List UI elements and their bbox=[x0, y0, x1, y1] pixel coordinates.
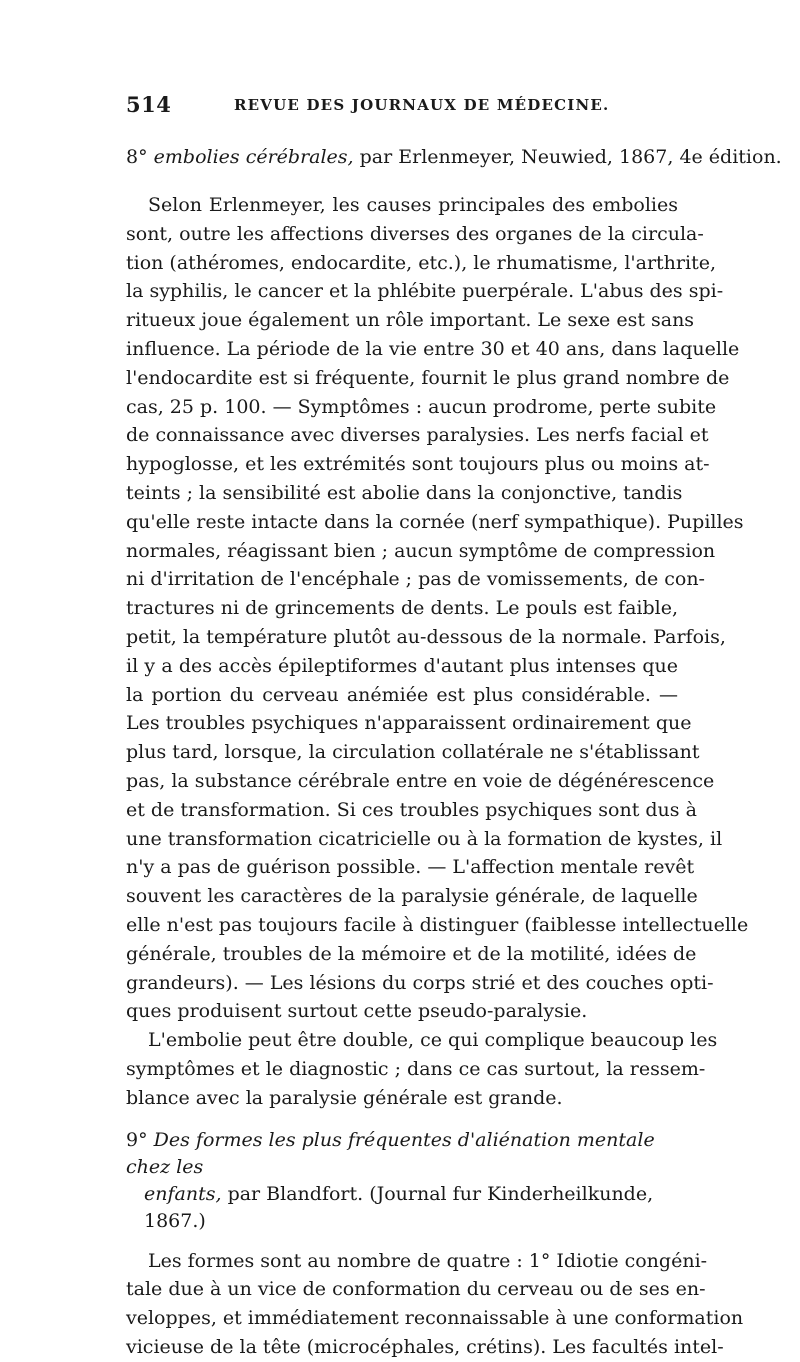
text-line: grandeurs). — Les lésions du corps strié et des couches opti- bbox=[126, 971, 714, 994]
section-8-source: par Erlenmeyer, Neuwied, 1867, 4e édition. bbox=[359, 146, 782, 168]
section-9-heading bbox=[126, 1127, 678, 1235]
section-8-paragraph-2 bbox=[126, 1026, 718, 1112]
text-line: vicieuse de la tête (microcéphales, crétins). Les facultés intel- bbox=[126, 1335, 724, 1358]
text-line: normales, réagissant bien ; aucun symptôme de compression bbox=[126, 539, 716, 562]
text-line: L'embolie peut être double, ce qui complique beaucoup les bbox=[148, 1029, 718, 1052]
text-line: souvent les caractères de la paralysie générale, de laquelle bbox=[126, 885, 698, 908]
text-line: il y a des accès épileptiformes d'autant plus intenses que bbox=[126, 654, 678, 677]
text-line: pas, la substance cérébrale entre en voie de dégénérescence bbox=[126, 769, 715, 792]
section-9-paragraph bbox=[126, 1247, 744, 1362]
text-line: une transformation cicatricielle ou à la formation de kystes, il bbox=[126, 827, 723, 850]
text-line: Les troubles psychiques n'apparaissent ordinairement que bbox=[126, 712, 692, 735]
section-8-paragraph-1 bbox=[126, 191, 749, 1026]
text-line: cas, 25 p. 100. — Symptômes : aucun prodrome, perte subite bbox=[126, 395, 717, 418]
text-line: influence. La période de la vie entre 30 et 40 ans, dans laquelle bbox=[126, 337, 740, 360]
text-line: blance avec la paralysie générale est grande. bbox=[126, 1086, 563, 1109]
page-header bbox=[126, 92, 678, 122]
text-line: n'y a pas de guérison possible. — L'affection mentale revêt bbox=[126, 856, 695, 879]
section-8-title: embolies cérébrales, bbox=[153, 146, 354, 168]
section-8-number: 8° bbox=[126, 146, 148, 168]
section-9-number: 9° bbox=[126, 1128, 148, 1151]
text-line: qu'elle reste intacte dans la cornée (nerf sympathique). Pupilles bbox=[126, 510, 744, 533]
text-line: ritueux joue également un rôle important. Le sexe est sans bbox=[126, 309, 695, 332]
text-line: sont, outre les affections diverses des organes de la circula- bbox=[126, 222, 704, 245]
section-8-heading bbox=[126, 144, 782, 171]
text-line: petit, la température plutôt au-dessous de la normale. Parfois, bbox=[126, 625, 726, 648]
page-number: 514 bbox=[126, 92, 172, 117]
document-page bbox=[126, 92, 782, 1362]
text-line: la syphilis, le cancer et la phlébite puerpérale. L'abus des spi- bbox=[126, 280, 724, 303]
text-line: teints ; la sensibilité est abolie dans la conjonctive, tandis bbox=[126, 481, 683, 504]
text-line: elle n'est pas toujours facile à distinguer (faiblesse intellectuelle bbox=[126, 913, 749, 936]
text-line: plus tard, lorsque, la circulation collatérale ne s'établissant bbox=[126, 741, 700, 764]
text-line: l'endocardite est si fréquente, fournit le plus grand nombre de bbox=[126, 366, 730, 389]
text-line: hypoglosse, et les extrémités sont toujours plus ou moins at- bbox=[126, 453, 710, 476]
section-9-title-2: enfants, bbox=[144, 1182, 222, 1205]
text-line: symptômes et le diagnostic ; dans ce cas surtout, la ressem- bbox=[126, 1057, 706, 1080]
text-line: tale due à un vice de conformation du cerveau ou de ses en- bbox=[126, 1278, 706, 1301]
section-9-title-line-2 bbox=[126, 1181, 678, 1235]
text-line: et de transformation. Si ces troubles psychiques sont dus à bbox=[126, 798, 697, 821]
text-line: veloppes, et immédiatement reconnaissable à une conformation bbox=[126, 1307, 744, 1330]
text-line: Selon Erlenmeyer, les causes principales des embolies bbox=[148, 194, 678, 216]
text-line: la portion du cerveau anémiée est plus considérable. — bbox=[126, 683, 678, 706]
text-line: de connaissance avec diverses paralysies. Les nerfs facial et bbox=[126, 424, 709, 447]
section-9-title: Des formes les plus fréquentes d'aliénation mentale chez les bbox=[126, 1128, 655, 1178]
text-line: ques produisent surtout cette pseudo-paralysie. bbox=[126, 1000, 588, 1023]
text-line: générale, troubles de la mémoire et de la motilité, idées de bbox=[126, 942, 697, 965]
section-9-source: par Blandfort. (Journal fur Kinderheilkunde, 1867.) bbox=[144, 1182, 654, 1232]
running-title: REVUE DES JOURNAUX DE MÉDECINE. bbox=[234, 96, 610, 114]
text-line: tractures ni de grincements de dents. Le pouls est faible, bbox=[126, 597, 678, 620]
text-line: tion (athéromes, endocardite, etc.), le rhumatisme, l'arthrite, bbox=[126, 251, 717, 274]
text-line: ni d'irritation de l'encéphale ; pas de vomissements, de con- bbox=[126, 568, 705, 591]
text-line: Les formes sont au nombre de quatre : 1° Idiotie congéni- bbox=[148, 1249, 708, 1272]
